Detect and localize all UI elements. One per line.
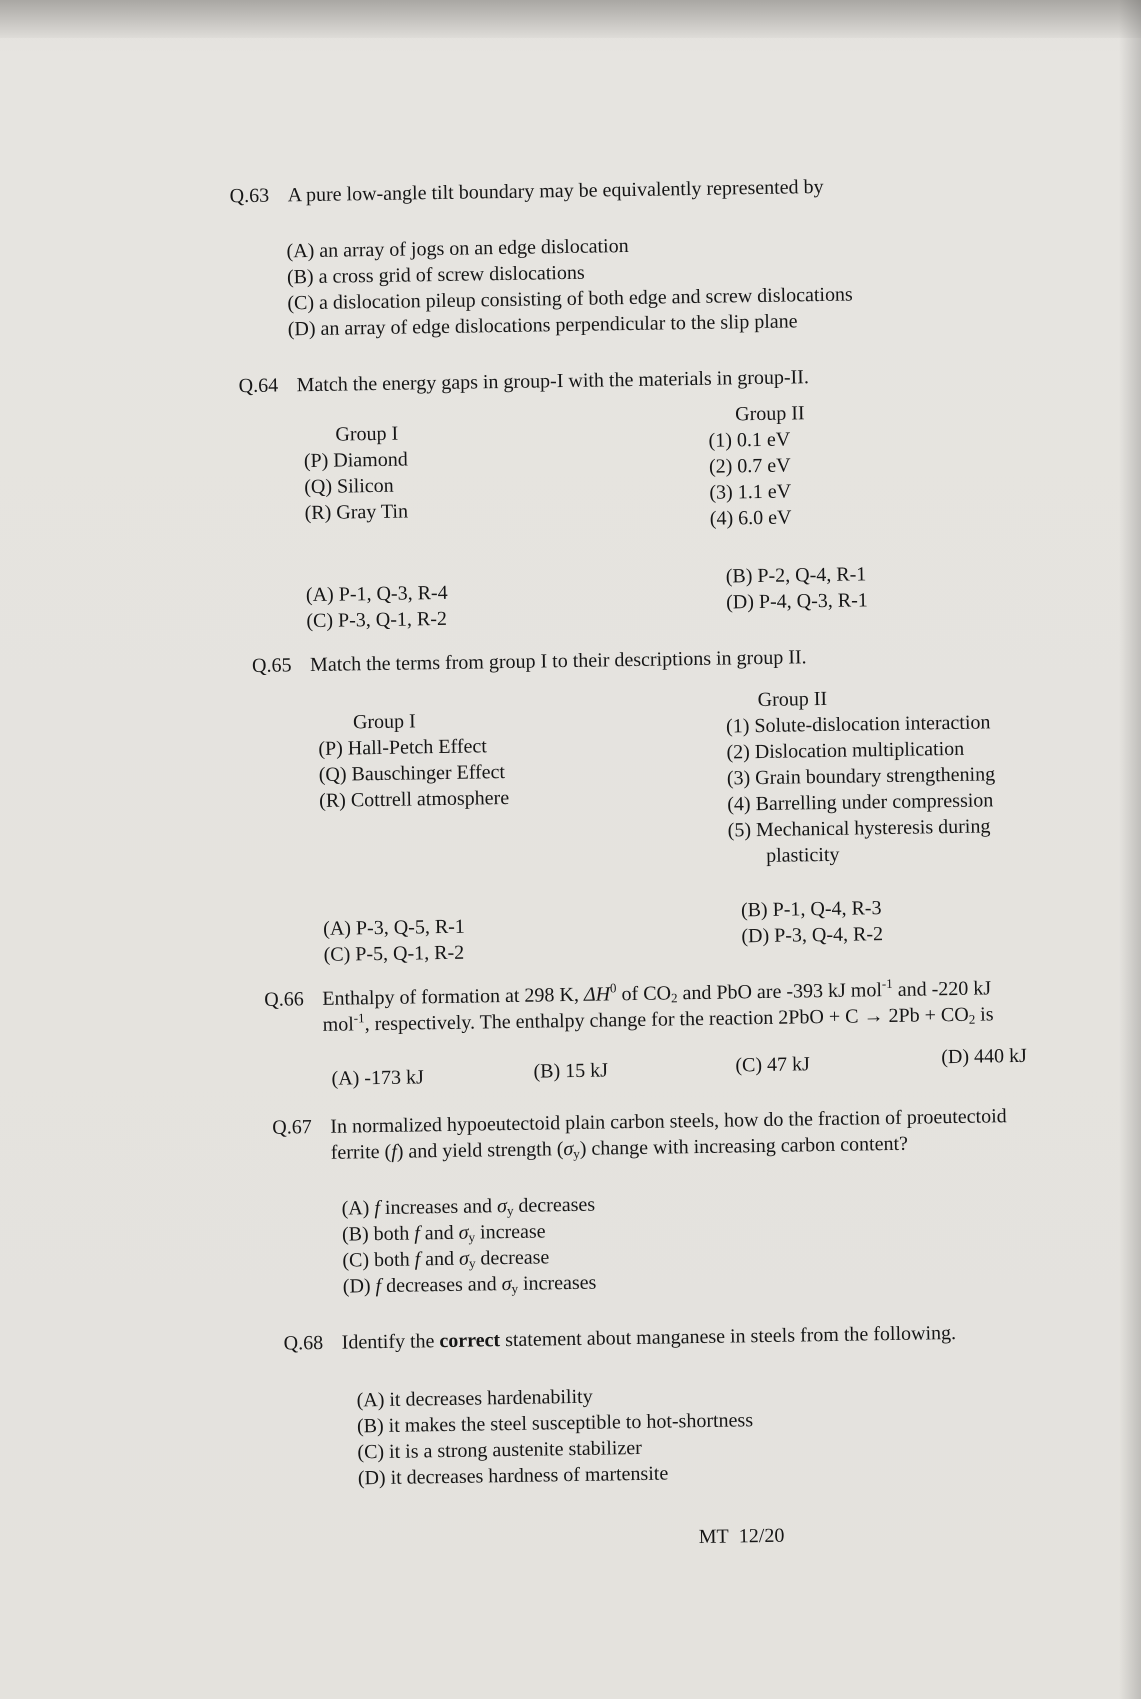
option-b: (B) both f and $\sigma_y$ increase	[341, 1220, 546, 1246]
group-1-list	[318, 733, 509, 814]
group-1-item: (R) Cottrell atmosphere	[319, 786, 510, 812]
option-b: (B) P-1, Q-4, R-3	[740, 897, 882, 922]
option-a: (A) an array of jogs on an edge dislocation	[286, 235, 629, 263]
option-c: (C) 47 kJ	[735, 1053, 811, 1077]
group-2-title: Group II	[757, 687, 828, 712]
question-63	[229, 174, 823, 209]
page-number: 12/20	[738, 1524, 785, 1548]
group-2-item-continued: plasticity	[765, 843, 840, 867]
group-1-item: (Q) Silicon	[304, 474, 394, 499]
option-b: (B) P-2, Q-4, R-1	[725, 563, 867, 588]
question-text: Identify the correct statement about manganese in steels from the following.	[341, 1321, 957, 1354]
page-footer	[699, 1523, 785, 1550]
group-2-item: (1) Solute-dislocation interaction	[725, 711, 991, 738]
paper-code: MT	[698, 1525, 729, 1549]
option-c: (C) P-5, Q-1, R-2	[323, 941, 465, 966]
option-b: (B) a cross grid of screw dislocations	[286, 261, 585, 289]
enthalpy-symbol: ΔH	[583, 983, 611, 1006]
question-text: A pure low-angle tilt boundary may be equivalently represented by	[287, 175, 824, 207]
question-text-line-1: Enthalpy of formation at 298 K, $\Delta H^0$ of $CO_2$ and PbO are -393 kJ mol$^{-1}$ and -220 kJ	[322, 975, 992, 1010]
group-1-item: (Q) Bauschinger Effect	[318, 761, 506, 786]
question-text: Match the energy gaps in group-I with the materials in group-II.	[296, 366, 810, 397]
option-c: (C) a dislocation pileup consisting of both edge and screw dislocations	[287, 283, 853, 315]
group-2-item: (4) 6.0 eV	[709, 506, 792, 530]
question-text: Match the terms from group I to their descriptions in group II.	[309, 646, 807, 677]
question-text-line-1: In normalized hypoeutectoid plain carbon steels, how do the fraction of proeutectoid	[330, 1105, 1007, 1138]
question-number: Q.66	[264, 988, 304, 1011]
group-2-list	[708, 426, 791, 531]
question-66-line-2: mol$^{-1}$, respectively. The enthalpy change for the reaction $2PbO + C \to 2Pb + CO_2$ is	[322, 1003, 994, 1036]
option-d: (D) P-4, Q-3, R-1	[725, 589, 868, 614]
option-a: (A) it decreases hardenability	[356, 1385, 593, 1412]
group-1-item: (P) Diamond	[303, 448, 408, 473]
group-2-item: (1) 0.1 eV	[708, 428, 791, 452]
group-2-item: (4) Barrelling under compression	[727, 789, 994, 816]
option-a: (A) P-1, Q-3, R-4	[305, 581, 448, 607]
group-2-title: Group II	[735, 402, 805, 426]
option-d: (D) an array of edge dislocations perpendicular to the slip plane	[287, 310, 798, 341]
group-1-list	[304, 447, 409, 527]
group-2-item: (3) Grain boundary strengthening	[726, 763, 996, 790]
question-67-line-2: ferrite (f) and yield strength $(\sigma_y)$ change with increasing carbon content?	[330, 1132, 909, 1164]
group-1-item: (P) Hall-Petch Effect	[318, 735, 488, 760]
option-c: (C) both f and $\sigma_y$ decrease	[342, 1246, 550, 1272]
option-a: (A) f increases and $\sigma_y$ decreases	[341, 1193, 596, 1220]
option-c: (C) P-3, Q-1, R-2	[306, 607, 448, 633]
question-68	[284, 1320, 957, 1357]
question-number: Q.64	[238, 374, 279, 398]
option-d: (D) f decreases and $\sigma_y$ increases	[342, 1271, 597, 1298]
option-b: (B) it makes the steel susceptible to hot-shortness	[356, 1409, 754, 1438]
group-1-title: Group I	[352, 710, 416, 734]
option-d: (D) 440 kJ	[941, 1044, 1028, 1069]
option-c: (C) it is a strong austenite stabilizer	[357, 1436, 642, 1464]
option-d: (D) P-3, Q-4, R-2	[741, 923, 884, 948]
question-number: Q.65	[251, 654, 292, 677]
question-number: Q.68	[283, 1331, 324, 1355]
group-2-item: (5) Mechanical hysteresis during	[727, 815, 991, 842]
emphasis-correct: correct	[439, 1329, 501, 1353]
group-1-title: Group I	[335, 422, 399, 446]
question-65	[252, 644, 807, 679]
option-a: (A) -173 kJ	[331, 1066, 424, 1090]
group-2-list	[726, 709, 997, 869]
option-a: (A) P-3, Q-5, R-1	[323, 915, 466, 940]
group-2-item: (3) 1.1 eV	[709, 480, 792, 504]
question-64	[238, 364, 809, 399]
option-d: (D) it decreases hardness of martensite	[357, 1462, 669, 1490]
question-number: Q.67	[272, 1116, 312, 1139]
question-number: Q.63	[229, 184, 270, 208]
option-b: (B) 15 kJ	[533, 1059, 609, 1083]
group-1-item: (R) Gray Tin	[304, 500, 409, 525]
group-2-item: (2) 0.7 eV	[708, 454, 791, 478]
group-2-item: (2) Dislocation multiplication	[726, 737, 965, 764]
